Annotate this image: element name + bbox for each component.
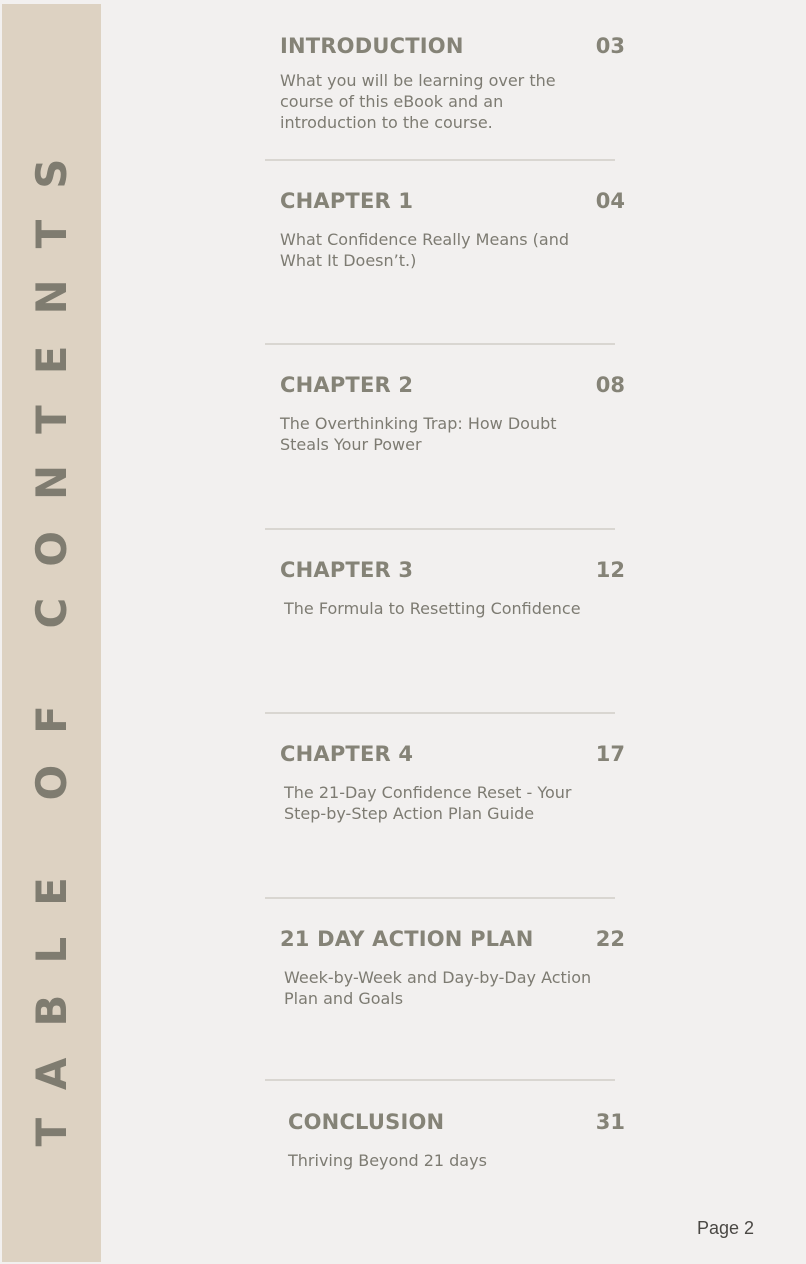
entry-page-number: 03 [595,34,625,58]
toc-entry-conclusion [288,1110,625,1171]
divider [265,159,615,161]
entry-page-number: 31 [595,1110,625,1134]
entry-heading: 21 DAY ACTION PLAN [280,927,534,951]
entry-heading: CHAPTER 3 [280,558,414,582]
toc-entry-action-plan [280,927,625,1009]
divider [265,343,615,345]
toc-entry-chapter-3 [280,558,625,619]
entry-heading: CHAPTER 4 [280,742,414,766]
sidebar-title: TABLE OF CONTENTS [27,127,76,1147]
entry-description: What Confidence Really Means (and What It Doesn’t.) [280,230,570,270]
entry-page-number: 12 [595,558,625,582]
divider [265,1079,615,1081]
entry-page-number: 04 [595,189,625,213]
entry-heading: CHAPTER 1 [280,189,414,213]
entry-page-number: 17 [595,742,625,766]
entry-description: What you will be learning over the course of this eBook and an introduction to the course. [280,71,556,132]
entry-description: The Formula to Resetting Confidence [284,599,581,618]
entry-description: Week-by-Week and Day-by-Day Action Plan and Goals [284,968,592,1008]
entry-description: The 21-Day Confidence Reset - Your Step-by-Step Action Plan Guide [284,783,572,823]
toc-entry-chapter-4 [280,742,625,824]
divider [265,528,615,530]
entry-description: The Overthinking Trap: How Doubt Steals Your Power [280,414,557,454]
toc-entry-chapter-2 [280,373,625,455]
divider [265,712,615,714]
toc-entry-chapter-1 [280,189,625,271]
toc-entry-introduction [280,34,625,133]
entry-page-number: 08 [595,373,625,397]
entry-heading: CONCLUSION [288,1110,445,1134]
page-number: Page 2 [696,1218,754,1238]
divider [265,897,615,899]
entry-heading: INTRODUCTION [280,34,464,58]
entry-heading: CHAPTER 2 [280,373,414,397]
entry-description: Thriving Beyond 21 days [288,1151,487,1170]
sidebar-band [2,4,101,1262]
entry-page-number: 22 [595,927,625,951]
